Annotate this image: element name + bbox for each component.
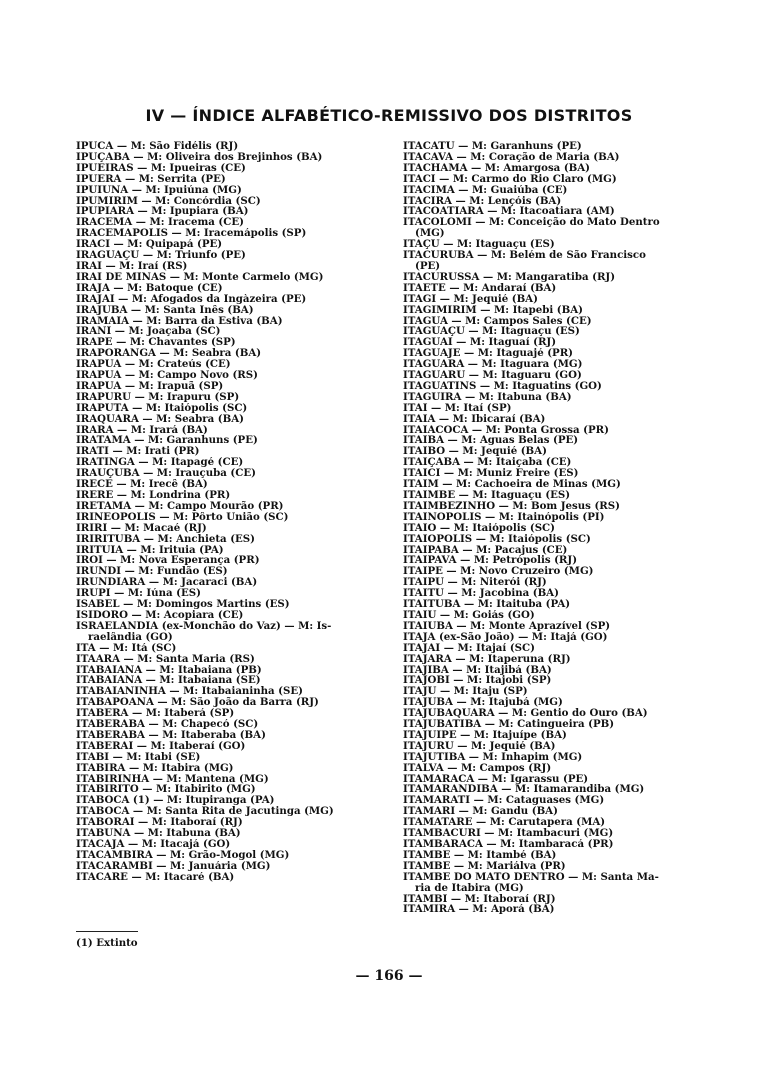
index-entry: (MG)	[415, 228, 445, 240]
index-entry: ITAJARA — M: Itaperuna (RJ)	[403, 653, 571, 665]
index-entry: ITALVA — M: Campos (RJ)	[403, 762, 552, 774]
index-entry: IRANI — M: Joaçaba (SC)	[76, 326, 221, 338]
index-entry: IRAUÇUBA — M: Irauçuba (CE)	[76, 468, 256, 480]
index-entry: ITAIACOCA — M: Ponta Grossa (PR)	[403, 424, 609, 436]
index-entry: ITAJIBÁ — M: Itajibá (BA)	[403, 664, 552, 676]
index-entry: ITAGUÁ — M: Campos Sales (CE)	[403, 315, 592, 327]
index-entry: ITACAJÁ — M: Itacajá (GO)	[76, 839, 231, 850]
index-entry: ITABOCA — M: Santa Rita de Jacutinga (MG)	[76, 806, 334, 818]
footnote-rule	[76, 931, 138, 932]
index-entry: ITAIÚ — M: Goiás (GO)	[403, 609, 535, 621]
index-entry: IPUÇABA — M: Oliveira dos Brejinhos (BA)	[76, 151, 323, 163]
index-entry: ITACARÉ — M: Itacaré (BA)	[76, 871, 235, 883]
index-entry: IRÕI — M: Nova Esperança (PR)	[76, 555, 260, 567]
index-entry: IRAJAÍ — M: Afogados da Ingàzeira (PE)	[76, 293, 307, 305]
index-entry: ITAJUBATIBA — M: Catingueira (PB)	[403, 719, 615, 730]
index-entry: ITAITU — M: Jacobina (BA)	[403, 588, 559, 600]
index-entry: ITAJAÍ — M: Itajaí (SC)	[403, 642, 535, 654]
index-entry: IRATI — M: Irati (PR)	[76, 446, 200, 458]
index-entry: ITAIÚBA — M: Monte Aprazível (SP)	[403, 620, 611, 632]
index-entry: ITABAIANA — M: Itabaiana (PB)	[76, 664, 262, 676]
index-entry: ITAJOBI — M: Itajobi (SP)	[403, 675, 552, 687]
index-entry: ITAJUBÁ — M: Itajubá (MG)	[403, 697, 563, 709]
index-entry: ITAETÊ — M: Andaraí (BA)	[403, 282, 557, 294]
index-entry: ITAJURU — M: Jequié (BA)	[403, 740, 556, 752]
index-entry: ITAGUATINS — M: Itaguatins (GO)	[403, 380, 602, 392]
index-entry: ITAMBÉ — M: Itambé (BA)	[403, 849, 557, 861]
index-entry: IRAJÁ — M: Batoque (CE)	[76, 282, 223, 294]
index-entry: IRERÊ — M: Londrina (PR)	[76, 490, 231, 501]
index-entry: ITAMBÉ — M: Mariálva (PR)	[403, 860, 566, 872]
index-entry: ITAIÇABA — M: Itaiçaba (CE)	[403, 457, 572, 469]
index-entry: ITACIMA — M: Guaiúba (CE)	[403, 184, 568, 196]
index-entry: ITACAVA — M: Coração de Maria (BA)	[403, 151, 620, 163]
index-entry: ITABIRA — M: Itabira (MG)	[76, 762, 234, 774]
index-entry: IRAJUBA — M: Santa Inês (BA)	[76, 304, 254, 316]
index-entry: ITAGUARU — M: Itaguaru (GO)	[403, 370, 582, 381]
index-entry: ITAIPAVA — M: Petrópolis (RJ)	[403, 555, 578, 567]
index-entry: ITAGI — M: Jequié (BA)	[403, 293, 538, 305]
index-entry: ITAÇU — M: Itaguaçu (ES)	[403, 239, 555, 251]
index-entry: ITABI — M: Itabi (SE)	[76, 751, 201, 763]
index-entry: IRAÍ DE MINAS — M: Monte Carmelo (MG)	[76, 271, 324, 283]
index-entry: IRAPÉ — M: Chavantes (SP)	[76, 337, 236, 349]
index-entry: ITAIPABA — M: Pacajus (CE)	[403, 544, 568, 556]
index-entry: ITAIM — M: Cachoeira de Minas (MG)	[403, 479, 621, 490]
index-entry: ISABEL — M: Domingos Martins (ES)	[76, 599, 290, 610]
index-entry: ITÁ — M: Itá (SC)	[76, 642, 177, 654]
index-entry: IRAPUTÃ — M: Itaiópolis (SC)	[76, 402, 248, 414]
index-entry: ITACAMBIRA — M: Grão-Mogol (MG)	[76, 849, 290, 861]
index-entry: ITACI — M: Carmo do Rio Claro (MG)	[403, 173, 617, 185]
index-entry: ITAJUBAQUARA — M: Gentio do Ouro (BA)	[403, 708, 648, 720]
index-entry: IRAMAIA — M: Barra da Estiva (BA)	[76, 315, 283, 327]
index-entry: ITABORAÍ — M: Itaboraí (RJ)	[76, 817, 243, 829]
index-entry: IPUIÚNA — M: Ipuiúna (MG)	[76, 184, 242, 196]
index-entry: ITAMIRA — M: Aporá (BA)	[403, 904, 555, 916]
index-entry: ITAINÓPOLIS — M: Itainópolis (PI)	[403, 511, 605, 523]
index-entry: IRUNDI — M: Fundão (ES)	[76, 566, 228, 578]
index-entry: IRATINGA — M: Itapagé (CE)	[76, 457, 244, 469]
footnote: (1) Extinto	[76, 937, 138, 949]
index-entry: ITAICI — M: Muniz Freire (ES)	[403, 468, 579, 480]
index-entry: ITAMBACURI — M: Itambacuri (MG)	[403, 828, 614, 839]
index-entry: IRACEMÁPOLIS — M: Iracemápolis (SP)	[76, 228, 307, 240]
index-entry: raelândia (GO)	[88, 631, 173, 643]
index-entry: ITABERABA — M: Itaberaba (BA)	[76, 729, 266, 741]
index-entry: ITACURUSSÁ — M: Mangaratiba (RJ)	[403, 271, 616, 283]
index-entry: ITACARAMBI — M: Januária (MG)	[76, 860, 271, 872]
index-entry: IRACEMA — M: Iracema (CE)	[76, 217, 244, 229]
index-entry: IRIRI — M: Macaé (RJ)	[76, 522, 207, 534]
index-entry: ITACIRA — M: Lençóis (BA)	[403, 195, 562, 207]
index-entry: IRAQUARA — M: Seabra (BA)	[76, 413, 244, 425]
left-column	[76, 141, 398, 883]
index-entry: ITABERAÍ — M: Itaberaí (GO)	[76, 740, 246, 752]
index-entry: ITABAPOANA — M: São João da Barra (RJ)	[76, 697, 319, 709]
index-entry: IRAPUÃ — M: Irapuã (SP)	[76, 380, 224, 392]
index-entry: ITAIÓ — M: Itaiópolis (SC)	[403, 522, 555, 534]
index-entry: ITAIPÉ — M: Novo Cruzeiro (MG)	[403, 566, 594, 578]
index-entry: ITACOLOMI — M: Conceição do Mato Dentro	[403, 217, 660, 229]
index-entry: ITAGUAÇU — M: Itaguaçu (ES)	[403, 326, 580, 338]
index-entry: ITAÍBA — M: Águas Belas (PE)	[403, 435, 579, 447]
index-entry: ITACATU — M: Garanhuns (PE)	[403, 141, 582, 152]
index-entry: ITABAIANINHA — M: Itabaianinha (SE)	[76, 686, 303, 698]
index-entry: IRINEÓPOLIS — M: Pôrto União (SC)	[76, 511, 289, 523]
index-entry: ITABIRINHA — M: Mantena (MG)	[76, 773, 269, 785]
index-entry: ITACURUBA — M: Belém de São Francisco	[403, 250, 646, 261]
index-entry: ITAMBI — M: Itaboraí (RJ)	[403, 893, 556, 905]
index-entry: ITAIBÓ — M: Jequié (BA)	[403, 446, 547, 458]
index-entry: IRAPUÁ — M: Campo Novo (RS)	[76, 370, 258, 381]
index-entry: IPUEIRAS — M: Ipueiras (CE)	[76, 162, 246, 174]
index-entry: IRITUIA — M: Irituia (PA)	[76, 544, 224, 556]
index-entry: ITAGUAÍ — M: Itaguaí (RJ)	[403, 337, 557, 349]
right-column	[403, 141, 723, 915]
index-entry: IPUPIARA — M: Ipupiara (BA)	[76, 206, 249, 218]
index-entry: IRAPURU — M: Irapuru (SP)	[76, 391, 240, 403]
index-entry: ITAGUIRA — M: Itabuna (BA)	[403, 391, 572, 403]
index-entry: IRAPUÁ — M: Crateús (CE)	[76, 359, 231, 371]
index-entry: IPUCA — M: São Fidélis (RJ)	[76, 141, 239, 152]
index-entry: IRAGUAÇU — M: Triunfo (PE)	[76, 250, 246, 261]
index-entry: ITAMBÉ DO MATO DENTRO — M: Santa Ma-	[403, 871, 659, 883]
page-number: — 166 —	[355, 968, 423, 984]
index-entry: ria de Itabira (MG)	[415, 882, 524, 894]
index-entry: ITABIRITO — M: Itabirito (MG)	[76, 784, 256, 796]
index-entry: ITAARA — M: Santa Maria (RS)	[76, 653, 255, 665]
index-entry: ITACOATIARA — M: Itacoatiara (AM)	[403, 206, 615, 218]
index-entry: ITABERABA — M: Chapecó (SC)	[76, 719, 259, 730]
index-entry: IRECÊ — M: Irecê (BA)	[76, 479, 208, 490]
index-entry: ITAGIMIRIM — M: Itapebi (BA)	[403, 304, 583, 316]
index-entry: IRACI — M: Quipapá (PE)	[76, 239, 223, 251]
index-entry: ITAMATARÉ — M: Carutapera (MA)	[403, 817, 606, 829]
index-entry: ITAJUTIBA — M: Inhapim (MG)	[403, 751, 583, 763]
index-entry: IRARÁ — M: Irará (BA)	[76, 424, 208, 436]
index-entry: IRAPORANGA — M: Seabra (BA)	[76, 348, 262, 360]
index-entry: ITAMARATI — M: Cataguases (MG)	[403, 795, 605, 807]
index-entry: IRATAMA — M: Garanhuns (PE)	[76, 435, 258, 447]
index-entry: IPUERA — M: Serrita (PE)	[76, 173, 226, 185]
index-entry: ITAJU — M: Itaju (SP)	[403, 686, 528, 698]
index-entry: ITAMARANDIBA — M: Itamarandiba (MG)	[403, 784, 645, 796]
index-entry: ITAÍ — M: Itaí (SP)	[403, 402, 512, 414]
index-entry: ISIDORO — M: Acopiara (CE)	[76, 609, 244, 621]
index-entry: ITAIÓPOLIS — M: Itaiópolis (SC)	[403, 533, 591, 545]
index-entry: IRETAMA — M: Campo Mourão (PR)	[76, 500, 284, 512]
index-entry: IRAÍ — M: Iraí (RS)	[76, 260, 188, 272]
index-entry: ITAIMBÉ — M: Itaguaçu (ES)	[403, 490, 571, 501]
index-entry: IRIRITUBA — M: Anchieta (ES)	[76, 533, 255, 545]
index-entry: ISRAELÂNDIA (ex-Monchão do Vaz) — M: Is-	[76, 620, 332, 632]
index-entry: ITAGUAJÉ — M: Itaguajé (PR)	[403, 348, 574, 360]
index-entry: IRUPI — M: Iúna (ES)	[76, 588, 201, 600]
index-entry: ITAMARI — M: Gandu (BA)	[403, 806, 558, 818]
index-entry: ITAGUARA — M: Itaguara (MG)	[403, 359, 583, 371]
index-entry: ITABOCA (1) — M: Itupiranga (PA)	[76, 795, 275, 807]
index-entry: ITAJÁ (ex-São João) — M: Itajá (GO)	[403, 631, 608, 643]
index-entry: ITACHAMA — M: Amargosa (BA)	[403, 162, 590, 174]
index-entry: ITAIÁ — M: Ibicaraí (BA)	[403, 413, 546, 425]
index-entry: ITAIMBÈZINHO — M: Bom Jesus (RS)	[403, 500, 620, 512]
index-entry: ITAIPU — M: Niterói (RJ)	[403, 577, 547, 589]
index-entry: ITAMBARACÁ — M: Itambaracá (PR)	[403, 839, 614, 850]
index-entry: ITABUNA — M: Itabuna (BA)	[76, 828, 241, 839]
index-entry: IPUMIRIM — M: Concórdia (SC)	[76, 195, 261, 207]
index-entry: IRUNDIARA — M: Jacaraci (BA)	[76, 577, 258, 589]
index-entry: ITABAIANA — M: Itabaiana (SE)	[76, 675, 261, 687]
index-entry: ITAITUBA — M: Itaituba (PA)	[403, 599, 571, 610]
index-entry: (PE)	[415, 260, 441, 272]
index-entry: ITAMARACÁ — M: Igarassu (PE)	[403, 773, 589, 785]
index-entry: ITAJUÍPE — M: Itajuípe (BA)	[403, 729, 567, 741]
page-title: IV — ÍNDICE ALFABÉTICO-REMISSIVO DOS DISTRITOS	[145, 106, 633, 125]
index-entry: ITABERÁ — M: Itaberá (SP)	[76, 708, 235, 720]
